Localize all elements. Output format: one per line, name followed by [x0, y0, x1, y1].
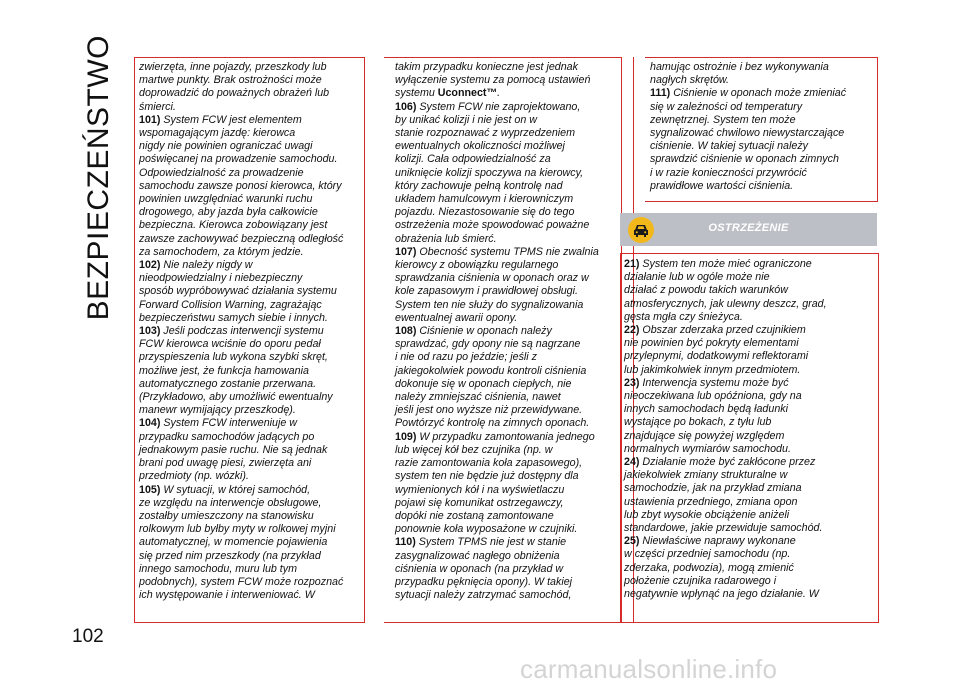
text-line — [395, 246, 623, 259]
text-line: martwe punkty. Brak ostrożności może — [139, 74, 322, 87]
text-line — [624, 324, 876, 337]
text-line: działać z powodu takich warunków — [624, 284, 788, 297]
text-line — [139, 417, 364, 430]
note-number: 106) — [395, 100, 417, 113]
text-line: jeśli jest ono wyższe niż przewidywane. — [395, 404, 583, 417]
text-line: przedmioty (np. wózki). — [139, 470, 249, 483]
watermark: carmanualsonline.info — [520, 654, 778, 684]
note-text: Obszar zderzaka przed czujnikiem — [639, 324, 806, 337]
note-number: 105) — [139, 483, 161, 496]
note-number: 101) — [139, 113, 161, 126]
text-line: innego samochodu, muru lub tym — [139, 562, 298, 575]
text-line: takim przypadku konieczne jest jednak — [395, 61, 578, 73]
text-line: by unikać kolizji i nie jest on w — [395, 113, 537, 126]
section-title: BEZPIECZEŃSTWO — [82, 35, 115, 321]
text-line — [624, 535, 876, 548]
text-line: nagłych skrętów. — [650, 74, 730, 87]
text-line: razie zamontowania koła zapasowego), — [395, 457, 583, 470]
text-line: przyspieszenia lub wykona szybki skręt, — [139, 351, 328, 364]
note-text: System FCW nie zaprojektowano, — [416, 100, 581, 113]
note-number: 107) — [395, 245, 417, 258]
text-line: podobnych), system FCW może rozpoznać — [139, 575, 344, 588]
warning-title: OSTRZEŻENIE — [708, 222, 789, 234]
text-line: wymienionych kół i na wyświetlaczu — [395, 483, 565, 496]
text-line: manewr wymijający przeszkodę). — [139, 404, 296, 417]
note-text: Ciśnienie w oponach może zmieniać — [670, 87, 847, 100]
text-line — [139, 114, 364, 127]
text-line: doprowadzić do poważnych obrażeń lub — [139, 87, 330, 100]
text-line — [650, 87, 880, 100]
text-line: lub więcej kół bez czujnika (np. w — [395, 443, 553, 456]
text-line — [624, 258, 876, 271]
text-line: który zachowuje pełną kontrolę nad — [395, 179, 563, 192]
text-line: wyłączenie systemu za pomocą ustawień — [395, 74, 591, 87]
text-line: rolkowym lub byłby myty w rolkowej myjni — [139, 523, 336, 536]
text-line: przypadku samochodów jadących po — [139, 430, 315, 443]
text-line: sprawdzania ciśnienia w oponach oraz w — [395, 272, 589, 285]
note-number: 104) — [139, 417, 161, 430]
text-line: śmierci. — [139, 100, 176, 113]
text-line: bezpieczeństwu samych siebie i innych. — [139, 311, 328, 324]
text-line: jednakowym pasie ruchu. Nie są jednak — [139, 443, 328, 456]
text-line — [395, 325, 623, 338]
text-line: system ten nie będzie już dostępny dla — [395, 470, 579, 483]
text-line: ponownie koła wyposażone w czujniki. — [395, 523, 578, 536]
note-text: Niewłaściwe naprawy wykonane — [639, 535, 796, 548]
note-text: . — [497, 87, 501, 100]
text-line — [395, 87, 623, 100]
text-line: prawidłowe wartości ciśnienia. — [650, 179, 794, 192]
note-number: 22) — [624, 324, 640, 337]
text-line: możliwe jest, że funkcja hamowania — [139, 364, 309, 377]
text-line: pojawi się komunikat ostrzegawczy, — [395, 496, 564, 509]
text-line: atmosferycznych, jak ulewny deszcz, grad, — [624, 297, 827, 310]
text-line: nieoczekiwana lub opóźniona, gdy na — [624, 390, 802, 403]
text-line: gęsta mgła czy śnieżyca. — [624, 310, 743, 323]
text-line: zwierzęta, inne pojazdy, przeszkody lub — [139, 61, 327, 73]
text-line: Odpowiedzialność za prowadzenie — [139, 166, 304, 179]
note-text: System TPMS nie jest w stanie — [415, 536, 567, 549]
text-line: przylepnymi, dodatkowymi reflektorami — [624, 350, 809, 363]
note-text: Interwencja systemu może być — [639, 376, 789, 389]
note-number: 103) — [139, 325, 161, 338]
text-line: wspomagającym jazdę: kierowca — [139, 127, 296, 140]
note-number: 111) — [650, 87, 671, 100]
text-line: Powtórzyć kontrolę na zimnych oponach. — [395, 417, 590, 430]
note-text: System FCW interweniuje w — [160, 417, 298, 430]
text-line: należy zmniejszać ciśnienia, nawet — [395, 391, 561, 404]
text-line: lub zbyt wysokie obciążenie aniżeli — [624, 508, 790, 521]
note-number: 108) — [395, 325, 417, 338]
text-line: sprawdzać, gdy opony nie są nagrzane — [395, 338, 581, 351]
text-line: położenie czujnika radarowego i — [624, 574, 777, 587]
text-line: Forward Collision Warning, zagrażając — [139, 298, 322, 311]
text-line: nigdy nie powinien ograniczać uwagi — [139, 140, 313, 153]
text-line: sposób wypróbowywać działania systemu — [139, 285, 337, 298]
note-text: Obecność systemu TPMS nie zwalnia — [416, 245, 599, 258]
text-line: się przed nim przeszkody (na przykład — [139, 549, 321, 562]
text-line: powinien uwzględniać warunki ruchu — [139, 193, 313, 206]
note-text: W przypadku zamontowania jednego — [416, 430, 595, 443]
text-line: automatycznego zostanie przerwana. — [139, 377, 317, 390]
column-2 — [395, 61, 623, 602]
text-line: za samochodem, za którym jedzie. — [139, 245, 304, 258]
warning-header — [620, 213, 877, 246]
text-line: ciśnienia w oponach (na przykład w — [395, 562, 564, 575]
text-line: zasygnalizować nagłego obniżenia — [395, 549, 560, 562]
text-line: wystające po bokach, z tyłu lub — [624, 416, 772, 429]
text-line: normalnych wymiarów samochodu. — [624, 442, 791, 455]
text-line: innych samochodach będą ładunki — [624, 403, 788, 416]
text-line: zawsze zachowywać bezpieczną odległość — [139, 232, 344, 245]
text-line: przypadku pęknięcia opony). W takiej — [395, 575, 573, 588]
text-line: dopóki nie zostaną zamontowane — [395, 509, 554, 522]
text-line: System ten nie służy do sygnalizowania — [395, 298, 584, 311]
text-line: układem hamulcowym i kierowniczym — [395, 193, 574, 206]
text-line: i nie od razu po jeździe; jeśli z — [395, 351, 537, 364]
text-line: (Przykładowo, aby umożliwić ewentualny — [139, 391, 333, 404]
text-line: pojazdu. Niezastosowanie się do tego — [395, 206, 575, 219]
page-number: 102 — [72, 626, 104, 647]
text-line: brani pod uwagę piesi, zwierzęta ani — [139, 457, 312, 470]
text-line: w części przedniej samochodu (np. — [624, 548, 791, 561]
text-line: samochodzie, jak na przykład zmiana — [624, 482, 802, 495]
text-line: bezpieczna. Kierowca zobowiązany jest — [139, 219, 328, 232]
text-line: automatycznej, w momencie pojawienia — [139, 536, 328, 549]
text-line: zewnętrznej. System ten może — [650, 113, 796, 126]
text-line: kolizji. Cała odpowiedzialność za — [395, 153, 551, 166]
text-line: kierowcy z obowiązku regularnego — [395, 259, 559, 272]
text-line: ustawienia przedniego, zmiana opon — [624, 495, 798, 508]
text-line — [395, 101, 623, 114]
text-line: stanie rozpoznawać z wyprzedzeniem — [395, 127, 575, 140]
note-text: Działanie może być zakłócone przez — [639, 456, 816, 469]
text-line — [624, 377, 876, 390]
text-line: ze względu na interwencje obsługowe, — [139, 496, 322, 509]
text-line: jakiekolwiek zmiany strukturalne w — [624, 469, 788, 482]
text-line — [395, 536, 623, 549]
note-number: 24) — [624, 456, 640, 469]
note-number: 110) — [395, 536, 416, 549]
text-line: kole zapasowym i prawidłowej obsługi. — [395, 285, 578, 298]
text-line — [624, 456, 876, 469]
note-number: 109) — [395, 430, 417, 443]
text-line — [139, 325, 364, 338]
text-line: obrażenia lub śmierć. — [395, 232, 497, 245]
text-line: lub jakimkolwiek innym przedmiotem. — [624, 363, 801, 376]
text-line: uniknięcie kolizji spoczywa na kierowcy, — [395, 166, 584, 179]
text-line: nie powinien być pokryty elementami — [624, 337, 799, 350]
text-line — [139, 259, 364, 272]
text-line: hamując ostrożnie i bez wykonywania — [650, 61, 829, 73]
bold-term: Uconnect™ — [437, 87, 498, 100]
note-number: 25) — [624, 535, 640, 548]
text-line: działanie lub w ogóle może nie — [624, 271, 770, 284]
text-line: się w zależności od temperatury — [650, 100, 803, 113]
note-text: System ten może mieć ograniczone — [639, 258, 812, 270]
note-number: 21) — [624, 258, 640, 270]
text-line: negatywnie wpłynąć na jego działanie. W — [624, 588, 819, 601]
text-line: ciśnienie. W takiej sytuacji należy — [650, 140, 809, 153]
text-line: FCW kierowca wciśnie do oporu pedał — [139, 338, 321, 351]
text-line: sygnalizować chwilowo niewystarczające — [650, 127, 845, 140]
text-line: ewentualnych okoliczności możliwej — [395, 140, 565, 153]
note-text: Nie należy nigdy w — [160, 259, 253, 272]
text-line: samochodu zawsze ponosi kierowca, który — [139, 179, 342, 192]
text-line: poświęcanej na prowadzenie samochodu. — [139, 153, 338, 166]
text-line: nieodpowiedzialny i niebezpieczny — [139, 272, 303, 285]
text-line: ostrzeżenia może spowodować poważne — [395, 219, 590, 232]
text-line: i w razie konieczności przywrócić — [650, 166, 807, 179]
column-3-warnings — [624, 258, 876, 601]
text-line: sprawdzić ciśnienie w oponach zimnych — [650, 153, 839, 166]
text-line: drogowego, aby jazda była całkowicie — [139, 206, 318, 219]
note-text: W sytuacji, w której samochód, — [160, 483, 311, 496]
text-line: znajdujące się powyżej względem — [624, 429, 785, 442]
text-line: ich występowanie i interweniować. W — [139, 589, 315, 602]
text-line: zostałby umieszczony na stanowisku — [139, 509, 314, 522]
note-text: Jeśli podczas interwencji systemu — [160, 325, 324, 338]
note-number: 102) — [139, 259, 161, 272]
text-line: standardowe, jakie przewiduje samochód. — [624, 522, 823, 535]
text-line: dokonuje się w oponach ciepłych, nie — [395, 377, 572, 390]
text-line: jakiegokolwiek powodu kontroli ciśnienia — [395, 364, 587, 377]
text-line: sytuacji należy zatrzymać samochód, — [395, 589, 572, 602]
column-1 — [139, 61, 364, 602]
note-text: System FCW jest elementem — [160, 113, 302, 126]
note-text: systemu — [395, 87, 438, 100]
note-text: Ciśnienie w oponach należy — [416, 325, 552, 338]
text-line — [395, 431, 623, 444]
text-line — [139, 484, 364, 497]
text-line: zderzaka, podwozia), mogą zmienić — [624, 561, 794, 574]
column-3-top — [650, 61, 880, 193]
text-line: ewentualnej awarii opony. — [395, 311, 518, 324]
note-number: 23) — [624, 376, 640, 389]
